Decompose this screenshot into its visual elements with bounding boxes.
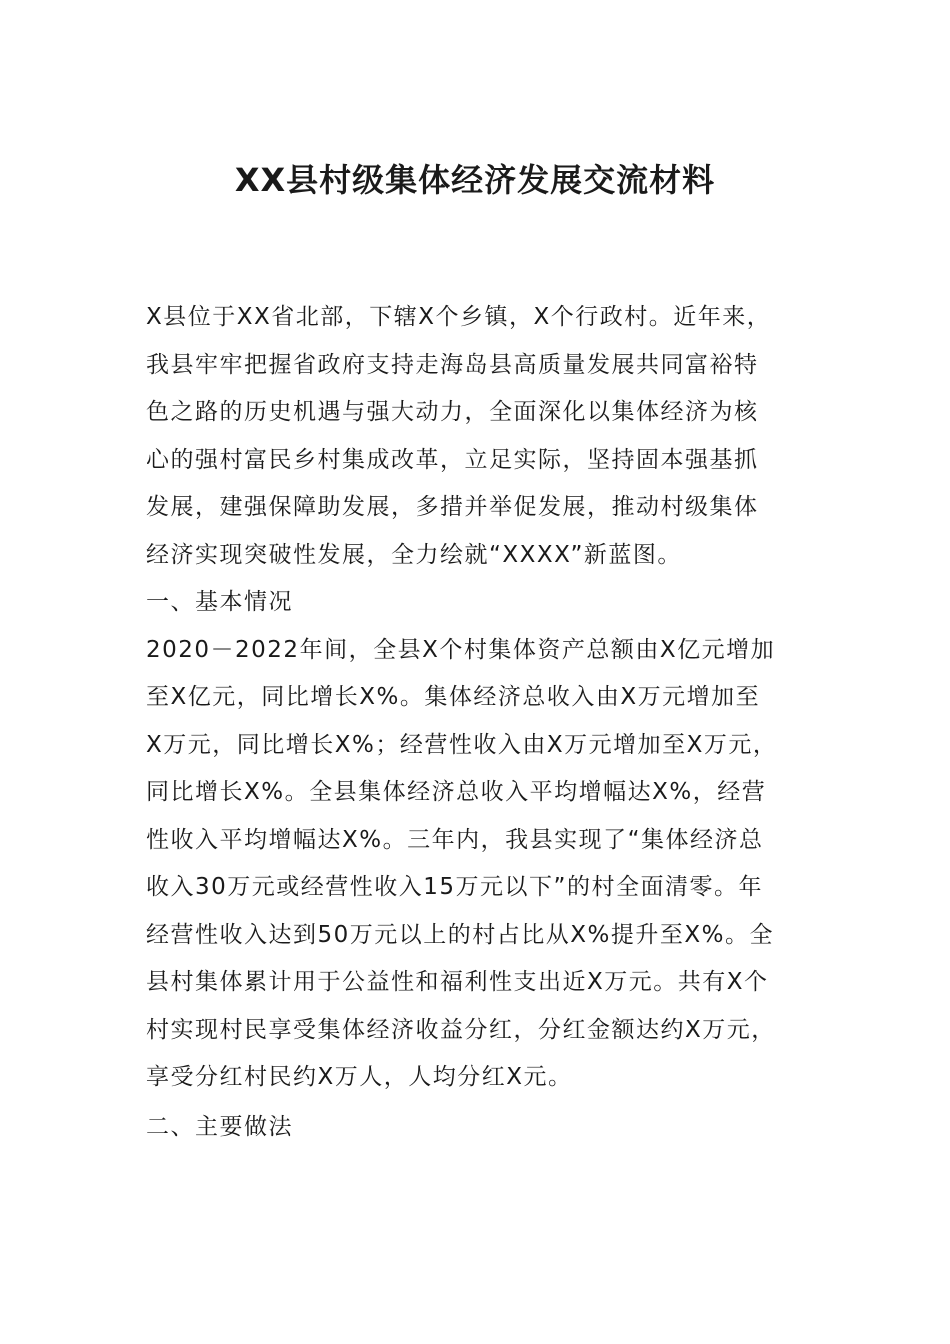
intro-line: 心的强村富民乡村集成改革，立足实际，坚持固本强基抓	[146, 446, 759, 473]
intro-line: X县位于XX省北部，下辖X个乡镇，X个行政村。近年来，	[146, 304, 772, 330]
section1-line: 县村集体累计用于公益性和福利性支出近X万元。共有X个	[146, 969, 769, 995]
document-body	[146, 294, 836, 1151]
intro-line: 我县牢牢把握省政府支持走海岛县高质量发展共同富裕特	[146, 351, 759, 378]
intro-line: 发展，建强保障助发展，多措并举促发展，推动村级集体	[146, 494, 759, 520]
section1-line: 收入30万元或经营性收入15万元以下”的村全面清零。年	[146, 874, 763, 900]
section1-line: 至X亿元，同比增长X%。集体经济总收入由X万元增加至	[146, 684, 761, 710]
intro-line: 经济实现突破性发展，全力绘就“XXXX”新蓝图。	[146, 541, 682, 568]
section1-paragraph	[146, 627, 836, 1102]
section1-line: 2020－2022年间，全县X个村集体资产总额由X亿元增加	[146, 636, 776, 663]
section1-line: 同比增长X%。全县集体经济总收入平均增幅达X%，经营	[146, 779, 767, 805]
section1-line: 性收入平均增幅达X%。三年内，我县实现了“集体经济总	[146, 826, 764, 853]
section1-line: X万元，同比增长X%；经营性收入由X万元增加至X万元，	[146, 731, 778, 758]
section1-line: 村实现村民享受集体经济收益分红，分红金额达约X万元，	[146, 1016, 776, 1043]
section1-line: 享受分红村民约X万人，人均分红X元。	[146, 1064, 573, 1090]
intro-line: 色之路的历史机遇与强大动力，全面深化以集体经济为核	[146, 399, 759, 425]
section-heading-main-practices: 二、主要做法	[146, 1113, 293, 1140]
section-heading-basic-situation: 一、基本情况	[146, 589, 293, 615]
document-title: XX县村级集体经济发展交流材料	[234, 161, 716, 199]
intro-paragraph	[146, 294, 836, 579]
section1-line: 经营性收入达到50万元以上的村占比从X%提升至X%。全	[146, 921, 774, 948]
